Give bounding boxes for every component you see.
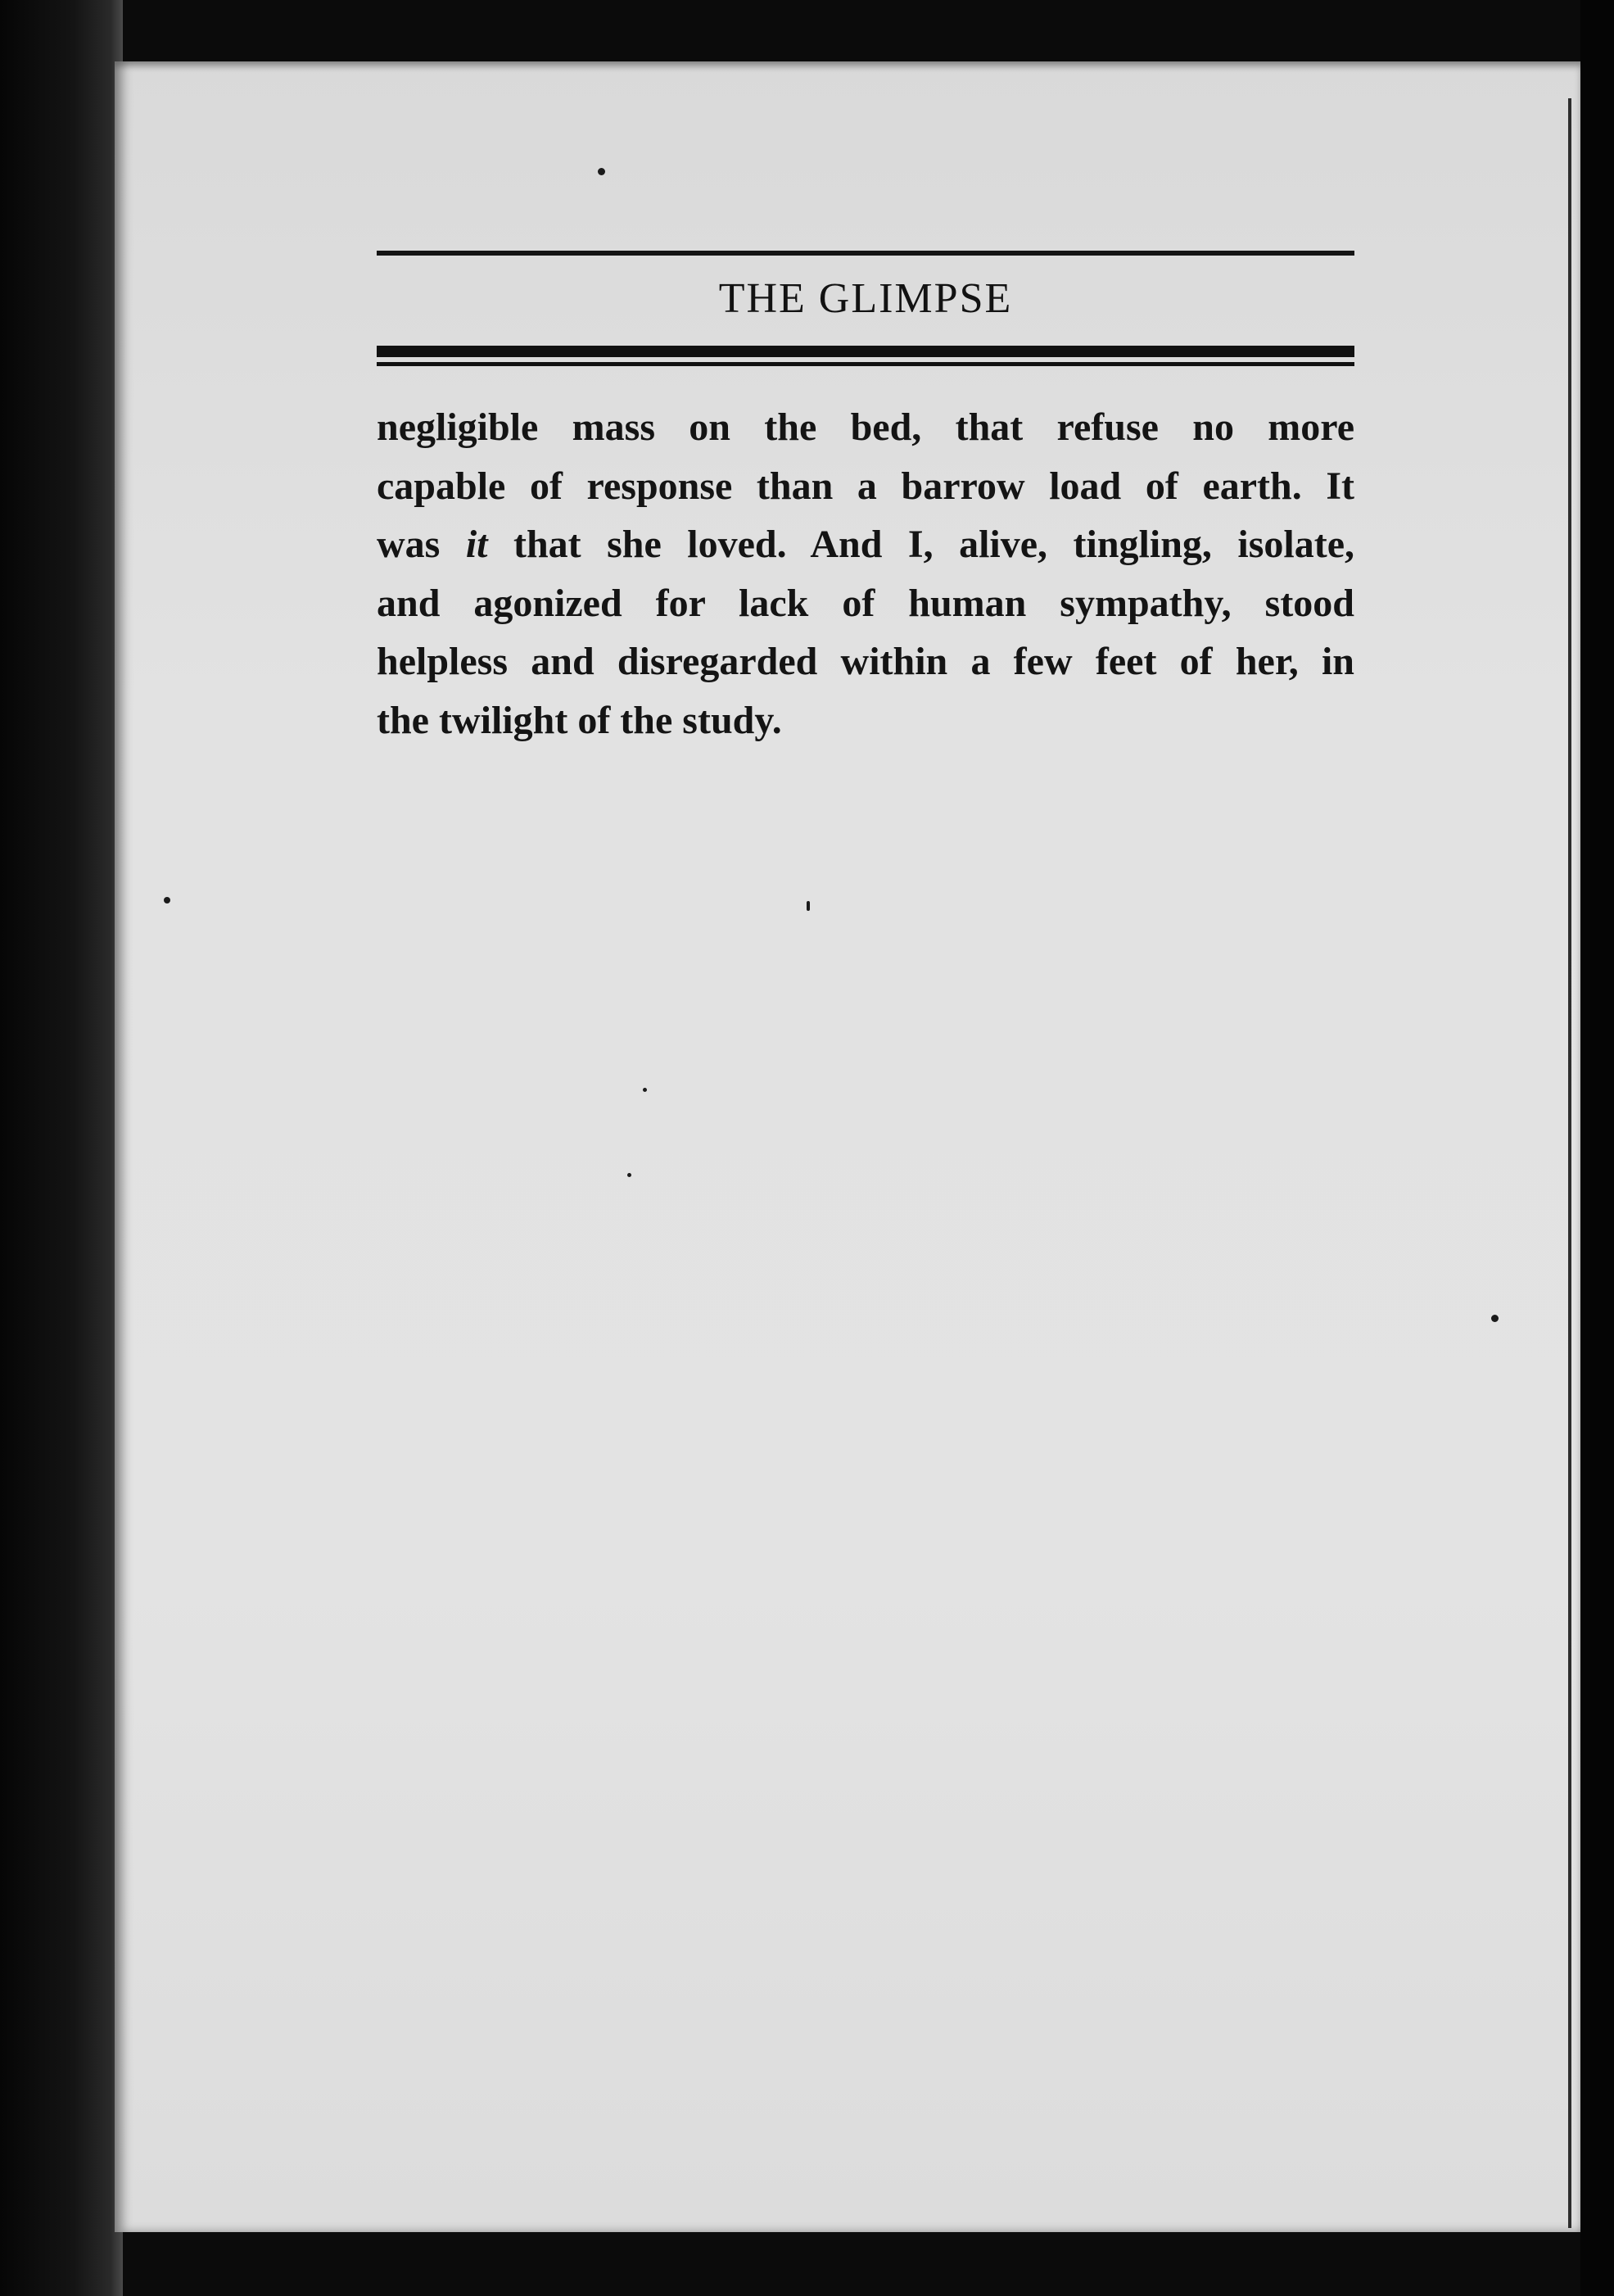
scan-speck <box>1491 1315 1499 1322</box>
scan-left-border <box>0 0 123 2296</box>
text-line-1: negligible mass on the bed, that refuse no more <box>377 405 1354 449</box>
text-line-3 <box>377 515 1354 574</box>
body-paragraph <box>377 398 1354 749</box>
page-fold-edge <box>1568 98 1580 2228</box>
scan-right-border <box>1580 0 1614 2296</box>
italic-emphasis: it <box>465 523 488 566</box>
scan-speck <box>643 1088 647 1092</box>
header-rule-thin <box>377 362 1354 366</box>
scan-speck <box>627 1173 631 1177</box>
text-line-3-start: was <box>377 523 466 566</box>
scan-speck <box>807 901 810 911</box>
scan-speck <box>164 897 170 903</box>
header-bottom-double-rule <box>377 346 1354 367</box>
text-line-6: the twilight of the study. <box>377 698 782 742</box>
scan-speck <box>598 168 605 175</box>
text-line-2: capable of response than a barrow load of earth. It <box>377 464 1354 508</box>
running-head: THE GLIMPSE <box>718 275 1013 322</box>
text-line-4: and agonized for lack of human sympathy, stood <box>377 581 1354 625</box>
text-line-5: helpless and disregarded within a few feet of her, in <box>377 640 1354 683</box>
header-top-rule <box>377 251 1354 256</box>
text-line-3-end: that she loved. And I, alive, tingling, isolate, <box>487 523 1354 566</box>
header-rule-thick <box>377 346 1354 357</box>
book-page <box>115 61 1580 2232</box>
